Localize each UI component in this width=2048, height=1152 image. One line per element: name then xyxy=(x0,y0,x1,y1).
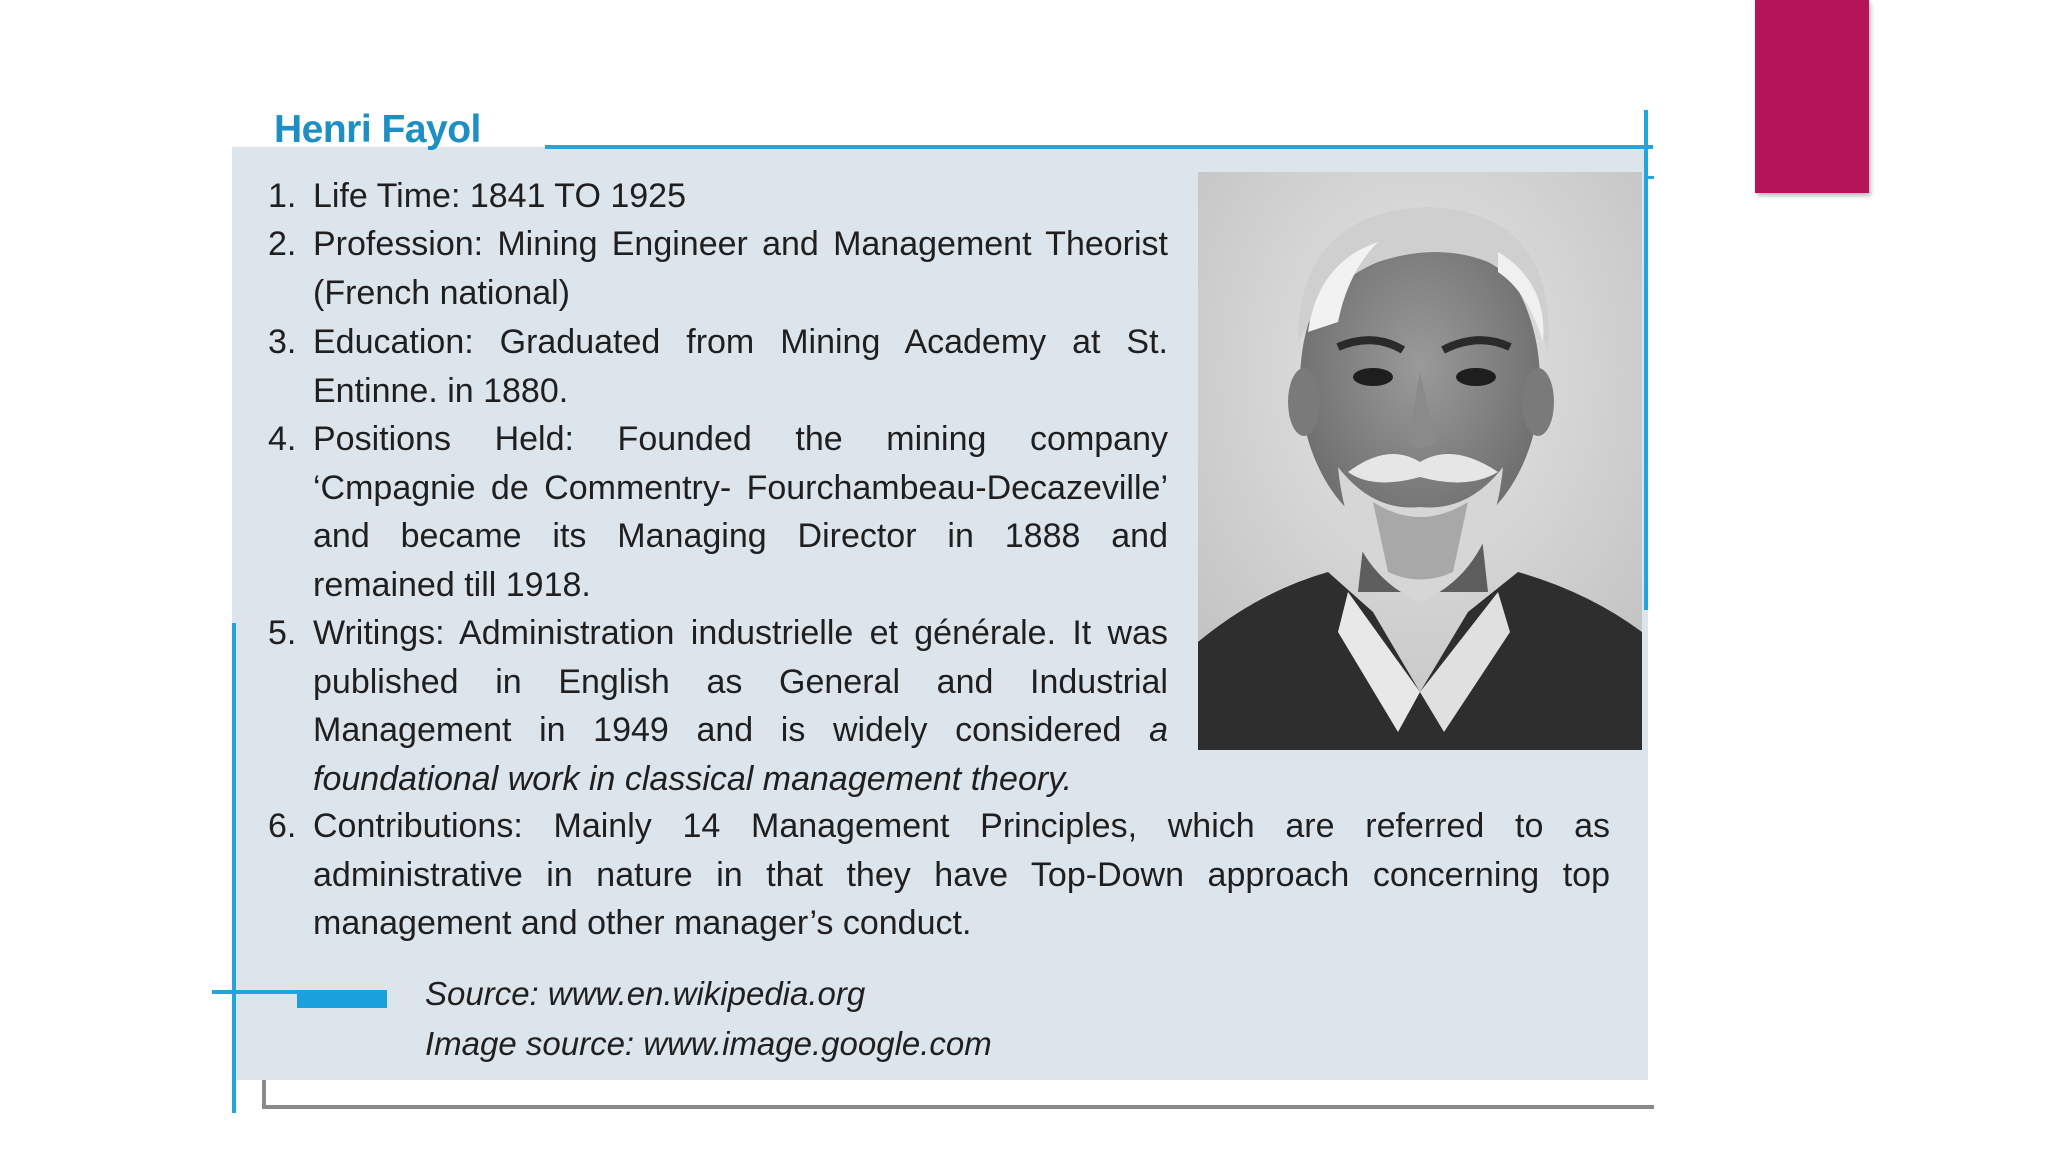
item-text-regular: Writings: Administration industrielle et générale. It was published in English as General and Industrial Management in 1949 and is widely considered xyxy=(313,614,1168,749)
item-text: Profession: Mining Engineer and Management Theorist (French national) xyxy=(313,225,1168,312)
item-text: Positions Held: Founded the mining company ‘Cmpagnie de Commentry- Fourchambeau-Decazeville’ and became its Managing Director in 1888 and remained till 1918. xyxy=(313,420,1168,604)
item-number: 2. xyxy=(268,225,297,263)
item-text: Life Time: 1841 TO 1925 xyxy=(313,177,686,215)
right-tick xyxy=(1644,176,1654,179)
item-text-italic: a foundational work in classical management theory. xyxy=(313,711,1168,798)
item-number: 3. xyxy=(268,323,297,361)
item-text: Contributions: Mainly 14 Management Principles, which are referred to as administrative in nature in that they have Top-Down approach concerning top management and other manager’s conduct. xyxy=(313,807,1610,942)
source-text: Source: www.en.wikipedia.org xyxy=(425,975,866,1012)
right-rule xyxy=(1644,110,1648,610)
item-number: 1. xyxy=(268,177,297,215)
accent-tab xyxy=(1755,0,1869,193)
item-text: Education: Graduated from Mining Academy at St. Entinne. in 1880. xyxy=(313,323,1168,410)
page-title: Henri Fayol xyxy=(274,108,481,151)
item-text xyxy=(313,609,1168,803)
portrait-image xyxy=(1198,172,1642,750)
list-item xyxy=(268,318,1168,415)
item-number: 6. xyxy=(268,807,297,845)
list-item xyxy=(268,220,1168,317)
list-item xyxy=(268,802,1610,948)
list-item xyxy=(268,172,1138,221)
bottom-rule xyxy=(262,1105,1654,1109)
left-rule xyxy=(232,623,236,1113)
image-source-text: Image source: www.image.google.com xyxy=(425,1025,992,1062)
item-number: 5. xyxy=(268,614,297,652)
item-number: 4. xyxy=(268,420,297,458)
source-marker xyxy=(297,990,387,1008)
list-item xyxy=(268,609,1168,803)
bottom-tick xyxy=(262,1080,266,1108)
title-rule xyxy=(545,145,1653,149)
list-item xyxy=(268,415,1168,609)
portrait-illustration xyxy=(1198,172,1642,750)
